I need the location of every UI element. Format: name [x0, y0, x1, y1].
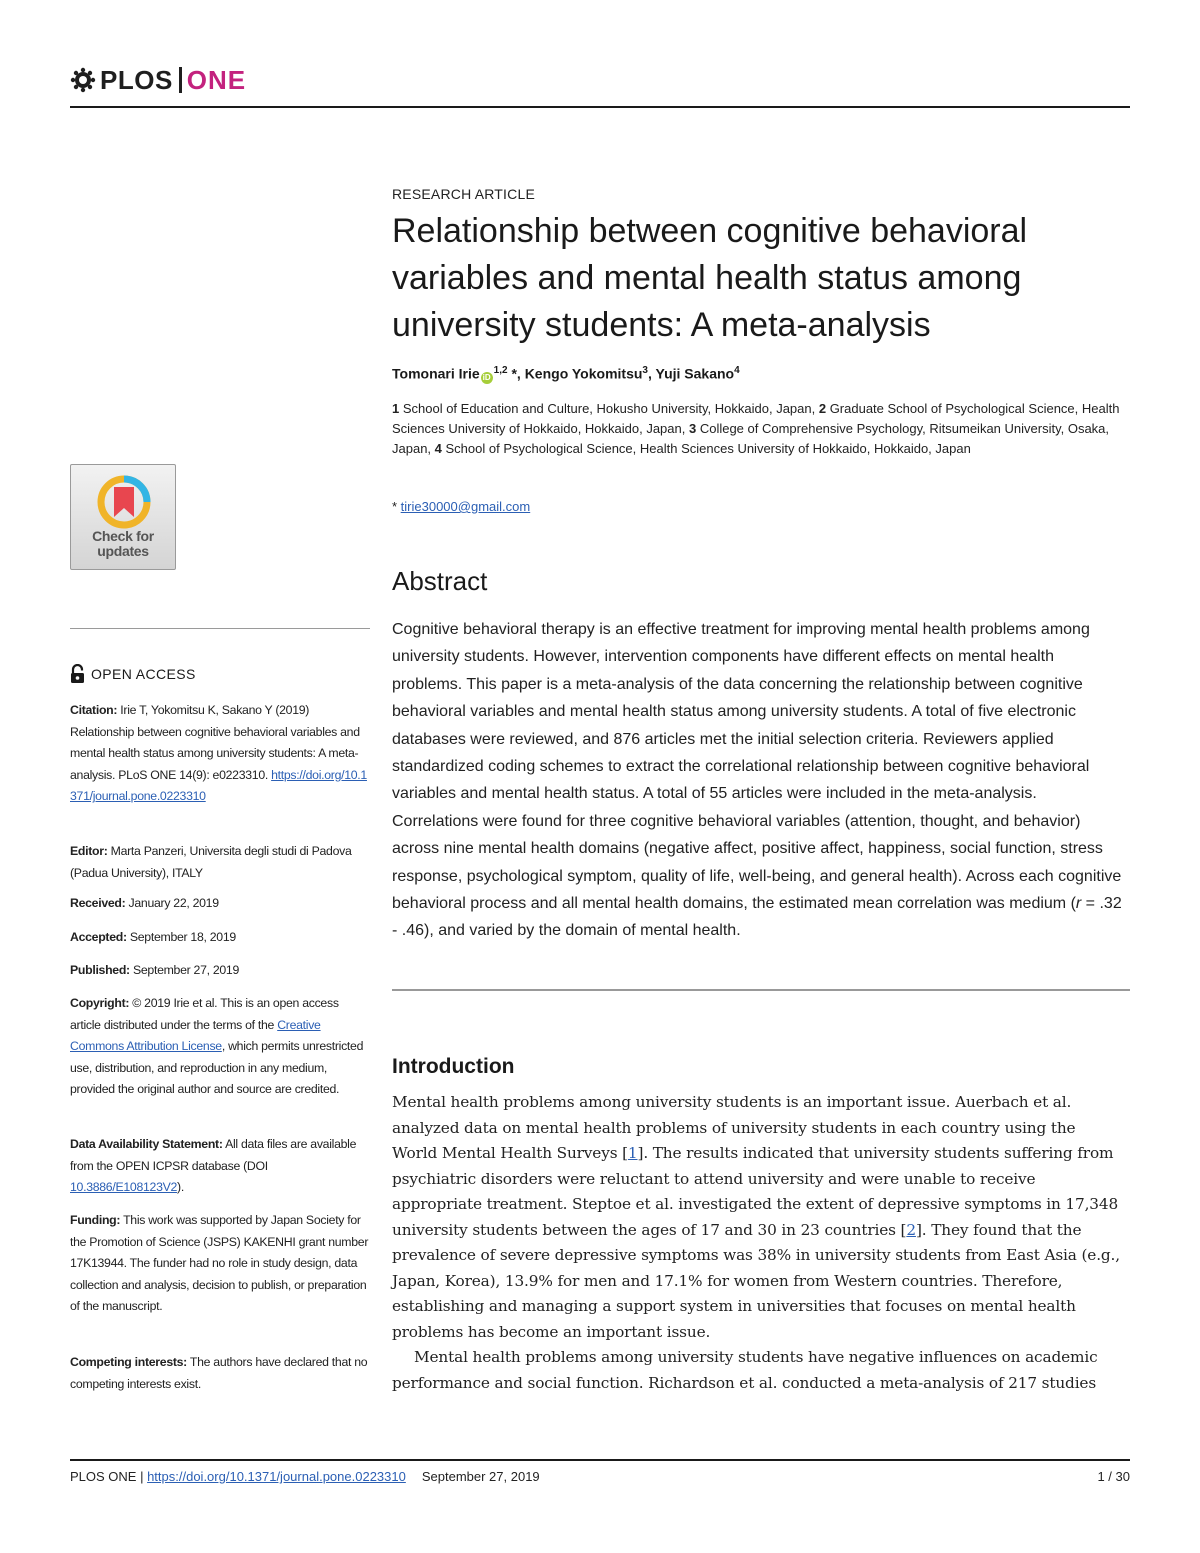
open-access-label: [70, 664, 196, 684]
introduction-paragraph: [392, 1090, 1122, 1345]
affiliation-text: Graduate School of Psychological Science, Health Sciences University of Hokkaido, Hokkaido, Japan,: [392, 401, 1120, 436]
introduction-body: [392, 1090, 1122, 1396]
corresponding-asterisk: *: [392, 499, 401, 514]
affiliation-text: College of Comprehensive Psychology, Ritsumeikan University, Osaka, Japan,: [392, 421, 1110, 456]
open-lock-icon: [70, 664, 85, 684]
data-availability-block: [70, 1134, 372, 1199]
funding-block: [70, 1210, 372, 1318]
abstract-text: Cognitive behavioral therapy is an effective treatment for improving mental health problems among university students. However, intervention components have different effects on mental health problems. This paper is a meta-analysis of the data concerning the relationship between cognitive behavioral variables and mental health status among university students. A total of five electronic databases were reviewed, and 876 articles met the initial selection criteria. Reviewers applied standardized coding schemes to extract the correlational relationship between cognitive behavioral variables and mental health status. A total of 55 articles were included in the meta-analysis. Correlations were found for three cognitive behavioral variables (attention, thought, and behavior) across nine mental health domains (negative affect, positive affect, happiness, social function, stress response, psychological symptom, quality of life, well-being, and general health). Across each cognitive behavioral process and all mental health domains, the estimated mean correlation was medium (: [392, 621, 1122, 913]
funding-label: Funding:: [70, 1213, 121, 1227]
editor-text: Marta Panzeri, Universita degli studi di Padova (Padua University), ITALY: [70, 844, 352, 880]
published-label: Published:: [70, 963, 130, 977]
reference-link[interactable]: 2: [906, 1220, 916, 1239]
affiliation-number: 1: [392, 401, 400, 416]
competing-interests-label: Competing interests:: [70, 1355, 187, 1369]
citation-text: Irie T, Yokomitsu K, Sakano Y (2019) Relationship between cognitive behavioral variables and mental health status among university students: A meta-analysis. PLoS ONE 14(9): e0223310.: [70, 703, 360, 782]
correlation-symbol: r: [1075, 895, 1082, 913]
author-name[interactable]: Tomonari Irie: [392, 365, 480, 382]
affiliation-text: School of Education and Culture, Hokusho University, Hokkaido, Japan,: [399, 401, 819, 416]
received-date: January 22, 2019: [125, 896, 219, 910]
copyright-text-end: , which permits unrestricted use, distribution, and reproduction in any medium, provided the original author and source are credited.: [70, 1039, 364, 1097]
data-availability-end: ).: [177, 1180, 184, 1195]
competing-interests-block: [70, 1352, 372, 1395]
published-block: [70, 960, 372, 982]
received-label: Received:: [70, 896, 126, 910]
accepted-label: Accepted:: [70, 930, 127, 944]
author-separator: *,: [507, 365, 525, 382]
footer-doi-link[interactable]: https://doi.org/10.1371/journal.pone.0223310: [147, 1469, 406, 1484]
orcid-icon[interactable]: iD: [482, 372, 491, 382]
footer-rule: [70, 1459, 1130, 1461]
header-rule: [70, 106, 1130, 108]
footer-journal: PLOS ONE |: [70, 1469, 148, 1484]
introduction-heading: Introduction: [392, 1055, 515, 1078]
logo-separator: [179, 67, 182, 93]
accepted-date: September 18, 2019: [126, 930, 236, 944]
page-number: 1 / 30: [1097, 1469, 1130, 1484]
affiliation-number: 3: [688, 421, 697, 436]
plos-logo-icon: [70, 67, 96, 93]
check-for-updates-icon: [95, 473, 153, 531]
sidebar-rule: [70, 628, 370, 629]
data-doi-link[interactable]: 10.3886/E108123V2: [70, 1180, 178, 1195]
paragraph-text: ]. The results indicated that university students suffering from psychiatric disorders were reluctant to attend university and were unable to receive appropriate treatment. Steptoe et al. investigated the extent of depressive symptoms in 17,348 university students between the ages of 17 and 30 in 23 countries [: [392, 1144, 1119, 1239]
logo-plos-text: PLOS: [100, 64, 173, 95]
corresponding-author: [392, 499, 530, 514]
citation-label: Citation:: [70, 703, 118, 717]
article-title: Relationship between cognitive behavioral variables and mental health status among university students: A meta-analysis: [392, 212, 1028, 344]
citation-doi-link[interactable]: https://doi.org/10.1371/journal.pone.0223310: [70, 767, 367, 804]
introduction-paragraph: Mental health problems among university students have negative influences on academic performance and social function. Richardson et al. conducted a meta-analysis of 217 studies: [392, 1348, 1098, 1392]
funding-text: This work was supported by Japan Society for the Promotion of Science (JSPS) KAKENHI grant number 17K13944. The funder had no role in study design, data collection and analysis, decision to publish, or preparation of the manuscript.: [70, 1213, 369, 1314]
author-affiliation-sup: 3: [642, 365, 648, 376]
copyright-label: Copyright:: [70, 996, 130, 1010]
check-for-updates-badge[interactable]: [70, 464, 176, 570]
author-name[interactable]: Yuji Sakano: [655, 365, 735, 382]
reference-link[interactable]: 1: [627, 1144, 638, 1162]
logo-one-text: ONE: [186, 64, 247, 95]
article-type: RESEARCH ARTICLE: [392, 186, 535, 202]
received-block: [70, 893, 372, 915]
affiliations: [392, 399, 1122, 459]
corresponding-email-link[interactable]: tirie30000@gmail.com: [400, 499, 531, 514]
author-affiliation-sup: 4: [734, 365, 740, 376]
author-separator: ,: [647, 365, 656, 382]
author-affiliation-sup: 1,2: [493, 365, 508, 376]
affiliation-text: School of Psychological Science, Health Sciences University of Hokkaido, Hokkaido, Japan: [441, 441, 971, 456]
citation-block: [70, 700, 372, 808]
abstract-rule: [392, 989, 1130, 991]
data-availability-label: Data Availability Statement:: [70, 1137, 223, 1151]
plos-one-logo: [70, 64, 246, 96]
published-date: September 27, 2019: [129, 963, 240, 977]
copyright-block: [70, 993, 372, 1101]
footer-date: September 27, 2019: [421, 1469, 540, 1484]
editor-label: Editor:: [70, 844, 108, 858]
open-access-text: OPEN ACCESS: [91, 666, 196, 682]
creative-commons-link[interactable]: Creative Commons Attribution License: [70, 1017, 321, 1054]
affiliation-number: 4: [434, 441, 442, 456]
data-availability-text: All data files are available from the OPEN ICPSR database (DOI: [70, 1137, 357, 1173]
author-name[interactable]: Kengo Yokomitsu: [524, 365, 643, 382]
copyright-text: © 2019 Irie et al. This is an open access article distributed under the terms of the: [70, 996, 339, 1032]
affiliation-number: 2: [818, 401, 827, 416]
abstract-text-end: = .32 - .46), and varied by the domain of mental health.: [392, 895, 1122, 940]
accepted-block: [70, 927, 372, 949]
abstract-heading: Abstract: [392, 566, 488, 596]
abstract-body: [392, 616, 1122, 945]
editor-block: [70, 841, 372, 884]
check-for-updates-label: Check for updates: [92, 528, 154, 559]
competing-interests-text: The authors have declared that no competing interests exist.: [70, 1355, 368, 1391]
paragraph-text: ]. They found that the prevalence of severe depressive symptoms was 38% in university students from East Asia (e.g., Japan, Korea), 13.9% for men and 17.1% for women from Western countries. Therefore, establishing and managing a support system in universities that focuses on mental health problems has become an important issue.: [392, 1220, 1120, 1341]
author-list: [392, 365, 740, 384]
paragraph-text: Mental health problems among university students is an important issue. Auerbach et al. analyzed data on mental health problems of university students in each country using the World Mental Health Surveys [: [392, 1093, 1076, 1162]
footer-citation: [70, 1469, 540, 1484]
